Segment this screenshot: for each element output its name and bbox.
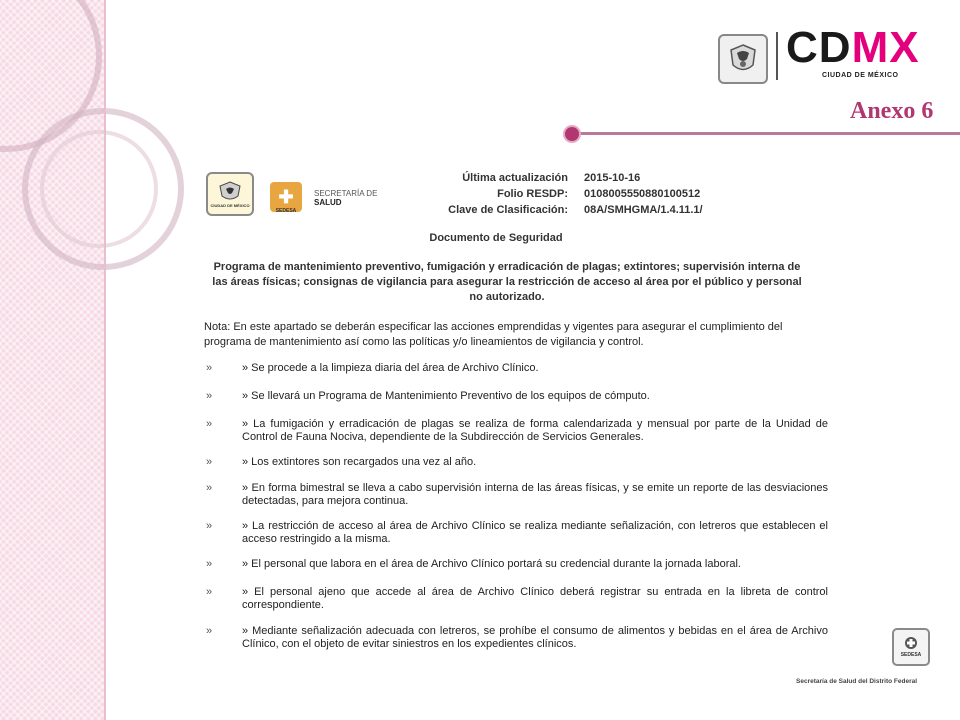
document-note: Nota: En este apartado se deberán especificar las acciones emprendidas y vigentes para asegurar el cumplimiento del programa de mantenimiento así como las políticas y/o lineamientos de vigilancia y control. [204, 321, 783, 348]
meta-value: 2015-10-16 [584, 172, 641, 184]
document-title: Documento de Seguridad [429, 232, 563, 244]
sedesa-logo-icon: ✚ [270, 182, 302, 212]
bullet-marker: » [206, 558, 213, 570]
bullet-marker: » [206, 625, 213, 637]
accent-line [580, 132, 960, 135]
bullet-marker: » [206, 456, 213, 468]
meta-row [442, 188, 703, 204]
meta-label: Clave de Clasificación: [448, 204, 568, 216]
list-item-text: » Se procede a la limpieza diaria del área de Archivo Clínico. [242, 362, 539, 374]
meta-label: Folio RESDP: [497, 188, 568, 200]
doc-logo-label: CIUDAD DE MÉXICO [210, 202, 250, 208]
document-image [196, 162, 840, 698]
coat-of-arms-icon [718, 34, 768, 84]
list-item-text: » Mediante señalización adecuada con letreros, se prohíbe el consumo de alimentos y bebidas en el área de Archivo Clínico, con el objeto de evitar siniestros en los expedientes clínicos. [242, 625, 828, 650]
meta-value: 08A/SMHGMA/1.4.11.1/ [584, 204, 703, 216]
list-item-text: » Se llevará un Programa de Mantenimiento Preventivo de los equipos de cómputo. [242, 390, 650, 402]
cdmx-cd: CD [786, 23, 852, 72]
bullet-marker: » [206, 482, 213, 494]
document-heading: Programa de mantenimiento preventivo, fumigación y erradicación de plagas; extintores; supervisión interna de las áreas físicas; consignas de vigilancia para asegurar la restricción de acceso al área por el público y personal no autorizado. [212, 261, 802, 303]
logo-divider [776, 32, 778, 80]
list-item-text: » La restricción de acceso al área de Archivo Clínico se realiza mediante señalización, con letreros que establecen el acceso restringido a la misma. [242, 520, 828, 545]
accent-dot [563, 125, 581, 143]
bullet-marker: » [206, 362, 213, 374]
bullet-marker: » [206, 586, 213, 598]
sedesa-badge-icon [892, 628, 930, 666]
sedesa-badge-label: SEDESA [900, 652, 922, 658]
cdmx-shield-icon [206, 172, 254, 216]
decorative-sidebar [0, 0, 106, 720]
cdmx-wordmark [786, 23, 920, 72]
decorative-ring [40, 130, 158, 248]
list-item-text: » El personal que labora en el área de Archivo Clínico portará su credencial durante la jornada laboral. [242, 558, 741, 570]
meta-label: Última actualización [462, 172, 568, 184]
footer-text: Secretaría de Salud del Distrito Federal [796, 678, 918, 685]
list-item-text: » Los extintores son recargados una vez al año. [242, 456, 477, 468]
secretaria-line2: SALUD [314, 197, 342, 207]
secretaria-label [314, 190, 377, 208]
list-item-text: » La fumigación y erradicación de plagas se realiza de forma calendarizada y mensual por parte de la Unidad de Control de Fauna Nociva, dependiente de la Subdirección de Servicios Generales. [242, 418, 828, 443]
meta-row [442, 204, 703, 220]
bullet-marker: » [206, 390, 213, 402]
sidebar-edge [104, 0, 106, 720]
cdmx-mx: MX [851, 23, 920, 72]
bullet-marker: » [206, 418, 213, 430]
meta-value: 0108005550880100512 [584, 188, 701, 200]
list-item-text: » En forma bimestral se lleva a cabo supervisión interna de las áreas físicas, y se emite un reporte de las desviaciones detectadas, para mejora continua. [242, 482, 828, 507]
list-item-text: » El personal ajeno que accede al área de Archivo Clínico deberá registrar su entrada en la libreta de control correspondiente. [242, 586, 828, 611]
bullet-marker: » [206, 520, 213, 532]
sedesa-logo-label: SEDESA [275, 208, 297, 214]
document-meta [442, 172, 703, 220]
meta-row [442, 172, 703, 188]
secretaria-line1: SECRETARÍA DE [314, 189, 378, 198]
slide-title: Anexo 6 [850, 98, 934, 124]
cdmx-subtitle: CIUDAD DE MÉXICO [822, 72, 899, 79]
